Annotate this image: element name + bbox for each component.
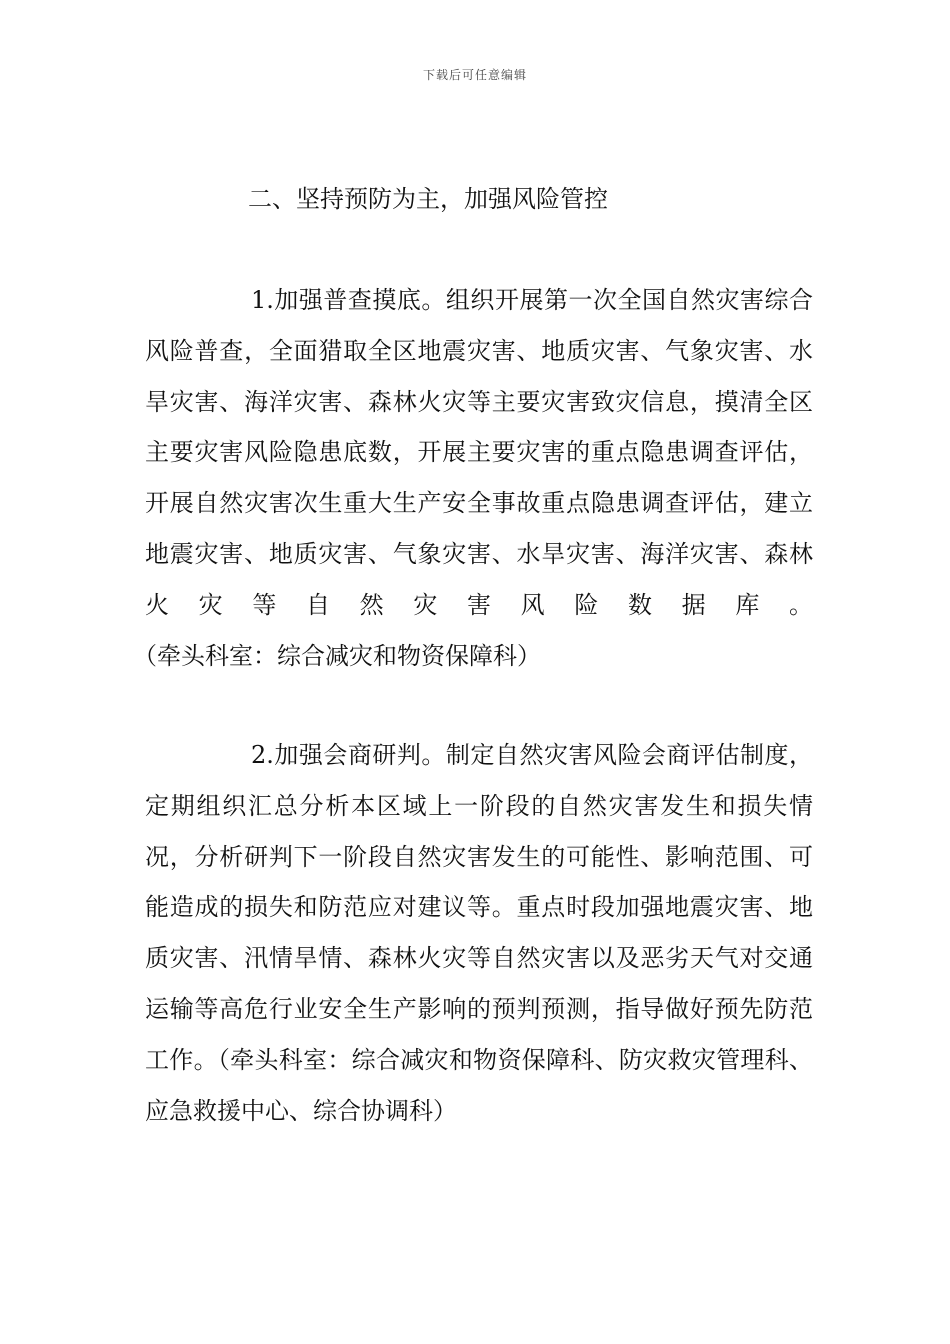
section-heading: 二、坚持预防为主，加强风险管控: [248, 185, 608, 213]
paragraph-1-note: （牵头科室：综合减灾和物资保障科）: [145, 641, 541, 670]
paragraph-1: [145, 275, 813, 681]
paragraph-1-text: 1.加强普查摸底。组织开展第一次全国自然灾害综合风险普查，全面猎取全区地震灾害、地质灾害、气象灾害、水旱灾害、海洋灾害、森林火灾等主要灾害致灾信息，摸清全区主要灾害风险隐患底数，开展主要灾害的重点隐患调查评估，开展自然灾害次生重大生产安全事故重点隐患调查评估，建立地震灾害、地质灾害、气象灾害、水旱灾害、海洋灾害、森林火灾等自然灾害风险数据库。: [145, 286, 813, 619]
page-header-note: 下载后可任意编辑: [422, 68, 527, 82]
paragraph-2: 2.加强会商研判。制定自然灾害风险会商评估制度，定期组织汇总分析本区域上一阶段的自然灾害发生和损失情况，分析研判下一阶段自然灾害发生的可能性、影响范围、可能造成的损失和防范应对建议等。重点时段加强地震灾害、地质灾害、汛情旱情、森林火灾等自然灾害以及恶劣天气对交通运输等高危行业安全生产影响的预判预测，指导做好预先防范工作。（牵头科室：综合减灾和物资保障科、防灾救灾管理科、应急救援中心、综合协调科）: [145, 741, 813, 1125]
